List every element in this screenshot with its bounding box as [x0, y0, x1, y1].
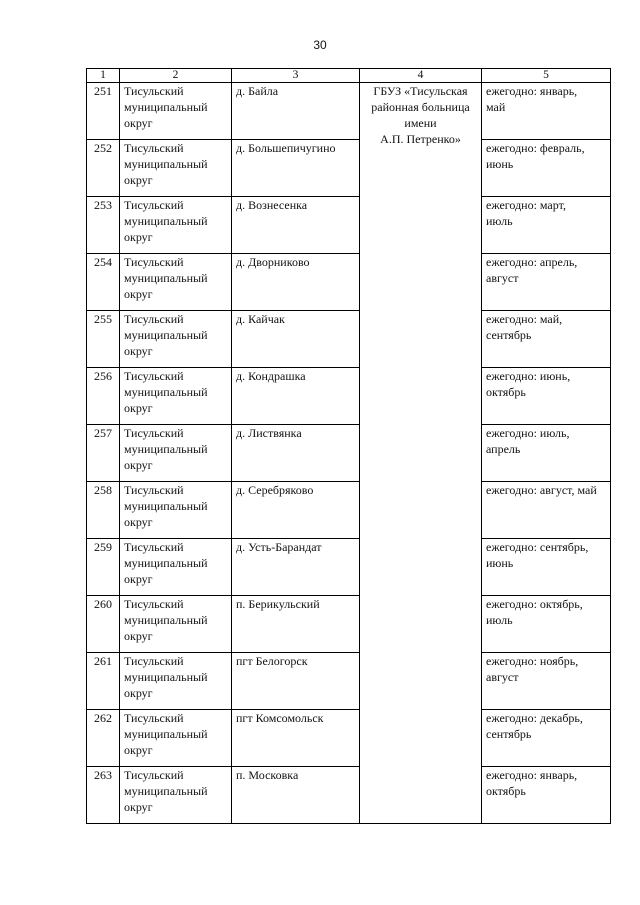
- schedule-line: октябрь: [486, 784, 526, 798]
- district-line: Тисульский: [124, 312, 184, 326]
- table-row: [87, 254, 611, 311]
- schedule-line: ежегодно: февраль,: [486, 141, 585, 155]
- district-line: муниципальный: [124, 385, 208, 399]
- schedule-cell: [482, 83, 611, 140]
- schedule-cell: [482, 710, 611, 767]
- settlement-cell: д. Усть-Барандат: [232, 539, 360, 596]
- settlement-cell: д. Дворниково: [232, 254, 360, 311]
- schedule-cell: [482, 425, 611, 482]
- schedule-cell: [482, 254, 611, 311]
- schedule-line: ежегодно: сентябрь,: [486, 540, 589, 554]
- district-cell: [120, 425, 232, 482]
- schedule-line: август: [486, 670, 519, 684]
- schedule-cell: [482, 368, 611, 425]
- row-number: 251: [87, 83, 120, 140]
- district-line: Тисульский: [124, 768, 184, 782]
- header-col-4: 4: [360, 69, 482, 83]
- schedule-line: ежегодно: март,: [486, 198, 566, 212]
- row-number: 260: [87, 596, 120, 653]
- district-cell: [120, 83, 232, 140]
- header-col-2: 2: [120, 69, 232, 83]
- district-cell: [120, 140, 232, 197]
- district-line: муниципальный: [124, 157, 208, 171]
- institution-cell: [360, 83, 482, 824]
- schedule-cell: [482, 653, 611, 710]
- settlement-cell: д. Серебряково: [232, 482, 360, 539]
- schedule-line: октябрь: [486, 385, 526, 399]
- schedule-line: ежегодно: апрель,: [486, 255, 578, 269]
- district-cell: [120, 596, 232, 653]
- row-number: 258: [87, 482, 120, 539]
- schedule-line: ежегодно: ноябрь,: [486, 654, 579, 668]
- table-row: [87, 710, 611, 767]
- district-line: округ: [124, 173, 153, 187]
- row-number: 252: [87, 140, 120, 197]
- table-row: [87, 311, 611, 368]
- settlement-cell: д. Кондрашка: [232, 368, 360, 425]
- settlement-cell: пгт Комсомольск: [232, 710, 360, 767]
- table-row: [87, 482, 611, 539]
- schedule-line: сентябрь: [486, 328, 532, 342]
- schedule-line: июнь: [486, 157, 514, 171]
- table-row: [87, 140, 611, 197]
- settlement-cell: п. Берикульский: [232, 596, 360, 653]
- district-line: муниципальный: [124, 442, 208, 456]
- district-cell: [120, 653, 232, 710]
- district-line: округ: [124, 344, 153, 358]
- district-line: муниципальный: [124, 328, 208, 342]
- district-cell: [120, 767, 232, 824]
- settlement-cell: д. Большепичугино: [232, 140, 360, 197]
- schedule-line: ежегодно: январь,: [486, 768, 578, 782]
- settlement-cell: п. Московка: [232, 767, 360, 824]
- district-line: муниципальный: [124, 613, 208, 627]
- schedule-line: ежегодно: май,: [486, 312, 563, 326]
- table-row: [87, 425, 611, 482]
- district-line: Тисульский: [124, 597, 184, 611]
- district-line: округ: [124, 287, 153, 301]
- settlement-cell: д. Листвянка: [232, 425, 360, 482]
- row-number: 259: [87, 539, 120, 596]
- district-line: округ: [124, 800, 153, 814]
- district-line: муниципальный: [124, 670, 208, 684]
- institution-line: А.П. Петренко»: [380, 132, 461, 146]
- table-row: [87, 539, 611, 596]
- district-line: муниципальный: [124, 271, 208, 285]
- district-line: Тисульский: [124, 198, 184, 212]
- page-number: 30: [313, 38, 327, 52]
- schedule-line: сентябрь: [486, 727, 532, 741]
- district-line: округ: [124, 686, 153, 700]
- row-number: 256: [87, 368, 120, 425]
- table-header-row: [87, 69, 611, 83]
- district-line: Тисульский: [124, 141, 184, 155]
- table-row: [87, 653, 611, 710]
- settlement-cell: д. Вознесенка: [232, 197, 360, 254]
- institution-line: ГБУЗ «Тисульская: [373, 84, 468, 98]
- row-number: 253: [87, 197, 120, 254]
- schedule-cell: [482, 140, 611, 197]
- district-line: Тисульский: [124, 654, 184, 668]
- institution-line: районная больница: [371, 100, 470, 114]
- district-cell: [120, 710, 232, 767]
- header-col-1: 1: [87, 69, 120, 83]
- header-col-3: 3: [232, 69, 360, 83]
- settlement-cell: д. Байла: [232, 83, 360, 140]
- district-line: округ: [124, 458, 153, 472]
- schedule-line: июнь: [486, 556, 514, 570]
- district-line: муниципальный: [124, 727, 208, 741]
- schedule-line: июль: [486, 214, 513, 228]
- schedule-cell: [482, 767, 611, 824]
- row-number: 257: [87, 425, 120, 482]
- header-col-5: 5: [482, 69, 611, 83]
- row-number: 261: [87, 653, 120, 710]
- settlement-cell: пгт Белогорск: [232, 653, 360, 710]
- district-line: округ: [124, 629, 153, 643]
- schedule-line: ежегодно: август, май: [486, 483, 597, 497]
- district-cell: [120, 254, 232, 311]
- table-row: [87, 197, 611, 254]
- district-line: Тисульский: [124, 255, 184, 269]
- schedule-cell: [482, 539, 611, 596]
- schedule-line: ежегодно: октябрь,: [486, 597, 583, 611]
- row-number: 262: [87, 710, 120, 767]
- schedule-line: июль: [486, 613, 513, 627]
- schedule-line: май: [486, 100, 506, 114]
- district-line: Тисульский: [124, 84, 184, 98]
- district-line: Тисульский: [124, 540, 184, 554]
- district-cell: [120, 482, 232, 539]
- row-number: 255: [87, 311, 120, 368]
- table-row: [87, 83, 611, 140]
- district-line: Тисульский: [124, 426, 184, 440]
- schedule-cell: [482, 311, 611, 368]
- district-line: округ: [124, 743, 153, 757]
- table-row: [87, 767, 611, 824]
- schedule-line: ежегодно: январь,: [486, 84, 578, 98]
- district-line: муниципальный: [124, 100, 208, 114]
- district-cell: [120, 197, 232, 254]
- table-row: [87, 596, 611, 653]
- institution-line: имени: [404, 116, 437, 130]
- schedule-line: ежегодно: июль,: [486, 426, 570, 440]
- district-line: Тисульский: [124, 711, 184, 725]
- table-body: [87, 83, 611, 824]
- schedule-cell: [482, 197, 611, 254]
- district-line: округ: [124, 116, 153, 130]
- schedule-table: [86, 68, 611, 824]
- district-line: округ: [124, 401, 153, 415]
- schedule-line: ежегодно: июнь,: [486, 369, 571, 383]
- row-number: 254: [87, 254, 120, 311]
- district-line: округ: [124, 515, 153, 529]
- settlement-cell: д. Кайчак: [232, 311, 360, 368]
- district-line: Тисульский: [124, 483, 184, 497]
- schedule-cell: [482, 596, 611, 653]
- district-cell: [120, 539, 232, 596]
- district-cell: [120, 368, 232, 425]
- district-cell: [120, 311, 232, 368]
- schedule-line: август: [486, 271, 519, 285]
- district-line: муниципальный: [124, 784, 208, 798]
- district-line: муниципальный: [124, 499, 208, 513]
- district-line: округ: [124, 230, 153, 244]
- district-line: муниципальный: [124, 556, 208, 570]
- row-number: 263: [87, 767, 120, 824]
- district-line: муниципальный: [124, 214, 208, 228]
- table-row: [87, 368, 611, 425]
- district-line: округ: [124, 572, 153, 586]
- district-line: Тисульский: [124, 369, 184, 383]
- schedule-line: ежегодно: декабрь,: [486, 711, 583, 725]
- schedule-cell: [482, 482, 611, 539]
- schedule-line: апрель: [486, 442, 521, 456]
